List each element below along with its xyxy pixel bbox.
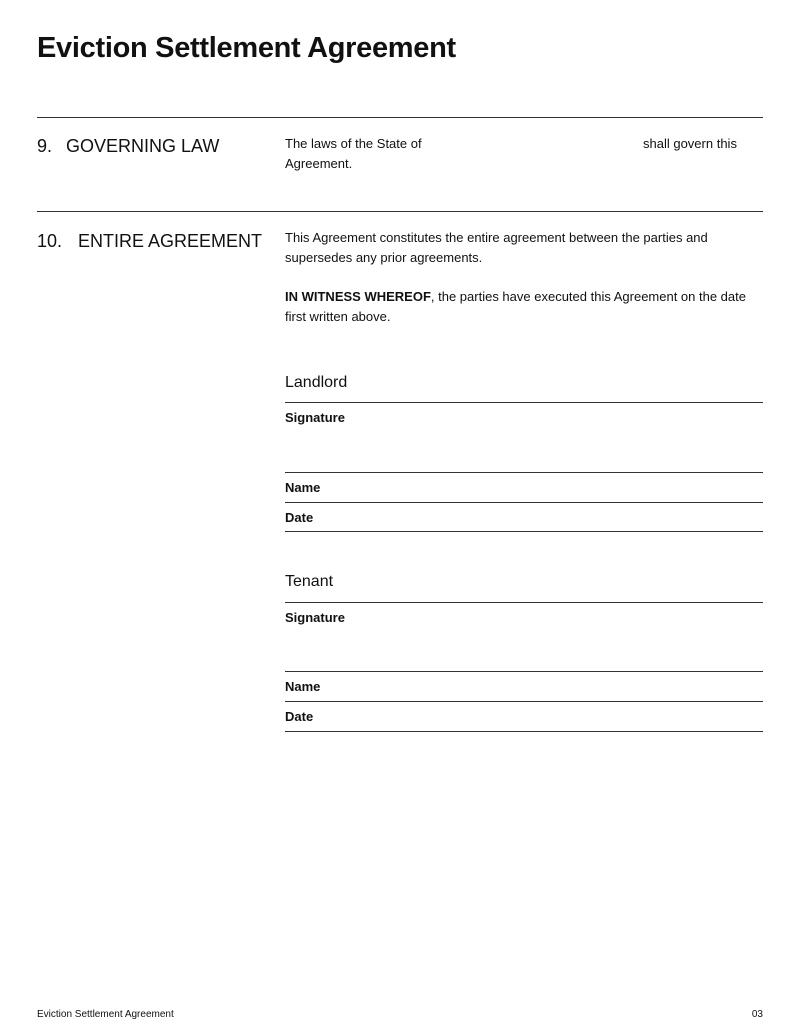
witness-heading: IN WITNESS WHEREOF: [285, 289, 431, 304]
signature-line: [285, 402, 763, 403]
section-divider: [37, 117, 763, 118]
date-line[interactable]: [285, 531, 763, 532]
section-title: ENTIRE AGREEMENT: [78, 231, 263, 251]
date-line[interactable]: [285, 731, 763, 732]
entire-agreement-paragraph: This Agreement constitutes the entire agreement between the parties and supersedes any prior agreements.: [285, 230, 708, 265]
governing-law-text-start: The laws of the State of: [285, 136, 422, 151]
name-label: Name: [285, 480, 321, 495]
name-line[interactable]: [285, 701, 763, 702]
signature-line[interactable]: [285, 472, 763, 473]
signature-line[interactable]: [285, 671, 763, 672]
governing-law-text-end: shall govern this: [643, 136, 737, 151]
section-number: 9.: [37, 136, 53, 156]
section-heading-governing-law: [37, 135, 219, 157]
date-label: Date: [285, 709, 314, 724]
date-label: Date: [285, 510, 314, 525]
party-label-tenant: Tenant: [285, 573, 334, 590]
document-title: Eviction Settlement Agreement: [37, 32, 456, 64]
witness-paragraph: [285, 287, 763, 327]
page-number: 03: [751, 1009, 763, 1020]
signature-line: [285, 602, 763, 603]
footer-title: Eviction Settlement Agreement: [37, 1009, 174, 1020]
signature-label: Signature: [285, 410, 345, 425]
name-label: Name: [285, 679, 321, 694]
governing-law-text-continued: Agreement.: [285, 156, 353, 171]
party-label-landlord: Landlord: [285, 374, 348, 391]
section-heading-entire-agreement: [37, 230, 262, 252]
section-divider: [37, 211, 763, 212]
section-number: 10.: [37, 231, 63, 251]
witness-text: , the parties have executed this Agreement on the date first written above.: [285, 289, 746, 324]
signature-label: Signature: [285, 610, 345, 625]
section-title: GOVERNING LAW: [66, 136, 220, 156]
name-line[interactable]: [285, 502, 763, 503]
